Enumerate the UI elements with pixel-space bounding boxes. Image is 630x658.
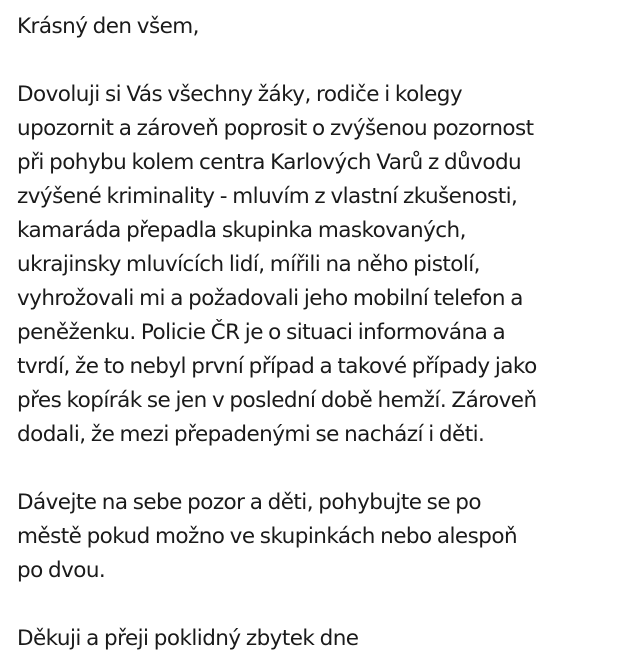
paragraph-1-line-5: kamaráda přepadla skupinka maskovaných, — [17, 218, 466, 243]
greeting-text: Krásný den všem, — [17, 14, 199, 39]
closing-text: Děkuji a přeji poklidný zbytek dne — [17, 626, 359, 651]
paragraph-1-line-4: zvýšené kriminality - mluvím z vlastní zkušenosti, — [17, 184, 518, 209]
paragraph-gap — [17, 44, 630, 78]
paragraph-1-line-10: přes kopírák se jen v poslední době hemží. Zároveň — [17, 388, 537, 413]
paragraph-1-line-6: ukrajinsky mluvících lidí, mířili na něho pistolí, — [17, 252, 480, 277]
paragraph-2-line-1: Dávejte na sebe pozor a děti, pohybujte se po — [17, 490, 481, 515]
paragraph-1-line-2: upozornit a zároveň poprosit o zvýšenou pozornost — [17, 116, 534, 141]
paragraph-1-line-1: Dovoluji si Vás všechny žáky, rodiče i kolegy — [17, 82, 463, 107]
paragraph-1 — [17, 78, 630, 452]
paragraph-gap — [17, 452, 630, 486]
paragraph-1-line-8: peněženku. Policie ČR je o situaci informována a — [17, 320, 506, 345]
paragraph-1-line-11: dodali, že mezi přepadenými se nachází i děti. — [17, 422, 485, 447]
paragraph-gap — [17, 588, 630, 622]
paragraph-1-line-7: vyhrožovali mi a požadovali jeho mobilní telefon a — [17, 286, 523, 311]
paragraph-2 — [17, 486, 630, 588]
paragraph-1-line-3: při pohybu kolem centra Karlových Varů z důvodu — [17, 150, 522, 175]
paragraph-2-line-2: městě pokud možno ve skupinkách nebo alespoň — [17, 524, 518, 549]
paragraph-1-line-9: tvrdí, že to nebyl první případ a takové případy jako — [17, 354, 537, 379]
paragraph-2-line-3: po dvou. — [17, 558, 106, 583]
